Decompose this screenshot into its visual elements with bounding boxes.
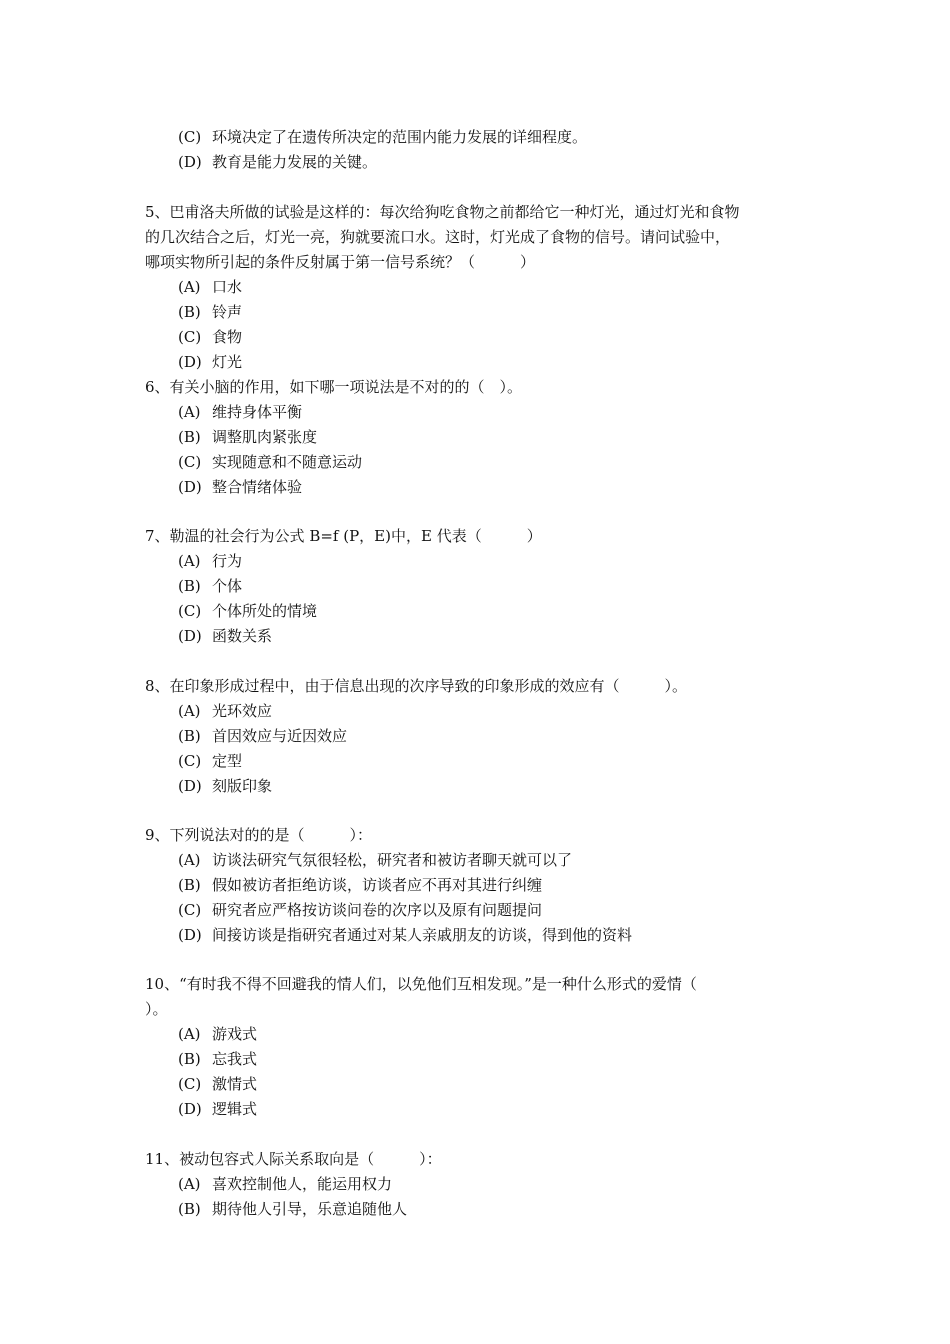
option-c: (C) 激情式 xyxy=(178,1075,258,1093)
option-b: (B) 调整肌肉紧张度 xyxy=(178,428,318,446)
option-b: (B) 假如被访者拒绝访谈，访谈者应不再对其进行纠缠 xyxy=(178,876,543,894)
option-d: (D) 函数关系 xyxy=(178,627,273,645)
option-d: (D) 灯光 xyxy=(178,353,243,371)
option-d: (D) 刻版印象 xyxy=(178,777,273,795)
option-b: (B) 忘我式 xyxy=(178,1050,258,1068)
option-c: (C) 研究者应严格按访谈问卷的次序以及原有问题提问 xyxy=(178,901,543,919)
option-b: (B) 铃声 xyxy=(178,303,243,321)
option-c: (C) 环境决定了在遗传所决定的范围内能力发展的详细程度。 xyxy=(178,128,588,146)
question-stem: 6、有关小脑的作用，如下哪一项说法是不对的的（ ）。 xyxy=(145,378,523,396)
question-stem: 9、下列说法对的的是（ ）： xyxy=(145,826,373,844)
option-b: (B) 首因效应与近因效应 xyxy=(178,727,348,745)
option-a: (A) 光环效应 xyxy=(178,702,273,720)
question-stem: 的几次结合之后，灯光一亮，狗就要流口水。这时，灯光成了食物的信号。请问试验中， xyxy=(145,228,731,246)
option-c: (C) 实现随意和不随意运动 xyxy=(178,453,363,471)
question-stem: 哪项实物所引起的条件反射属于第一信号系统？（ ） xyxy=(145,253,536,271)
question-stem: 10、“有时我不得不回避我的情人们，以免他们互相发现。”是一种什么形式的爱情（ xyxy=(145,975,697,993)
option-c: (C) 食物 xyxy=(178,328,243,346)
question-stem: 11、被动包容式人际关系取向是（ ）： xyxy=(145,1150,442,1168)
option-a: (A) 游戏式 xyxy=(178,1025,258,1043)
question-stem: 7、勒温的社会行为公式 B=f (P，E)中，E 代表（ ） xyxy=(145,527,542,545)
option-d: (D) 逻辑式 xyxy=(178,1100,258,1118)
option-c: (C) 个体所处的情境 xyxy=(178,602,318,620)
option-a: (A) 维持身体平衡 xyxy=(178,403,303,421)
question-stem: 8、在印象形成过程中，由于信息出现的次序导致的印象形成的效应有（ ）。 xyxy=(145,677,688,695)
option-a: (A) 口水 xyxy=(178,278,243,296)
option-b: (B) 个体 xyxy=(178,577,243,595)
question-stem: 5、巴甫洛夫所做的试验是这样的：每次给狗吃食物之前都给它一种灯光，通过灯光和食物 xyxy=(145,203,740,221)
option-d: (D) 间接访谈是指研究者通过对某人亲戚朋友的访谈，得到他的资料 xyxy=(178,926,633,944)
option-a: (A) 访谈法研究气氛很轻松，研究者和被访者聊天就可以了 xyxy=(178,851,573,869)
option-d: (D) 教育是能力发展的关键。 xyxy=(178,153,378,171)
option-b: (B) 期待他人引导，乐意追随他人 xyxy=(178,1200,408,1218)
option-a: (A) 喜欢控制他人，能运用权力 xyxy=(178,1175,393,1193)
question-stem: ）。 xyxy=(145,1000,168,1018)
option-c: (C) 定型 xyxy=(178,752,243,770)
option-a: (A) 行为 xyxy=(178,552,243,570)
option-d: (D) 整合情绪体验 xyxy=(178,478,303,496)
